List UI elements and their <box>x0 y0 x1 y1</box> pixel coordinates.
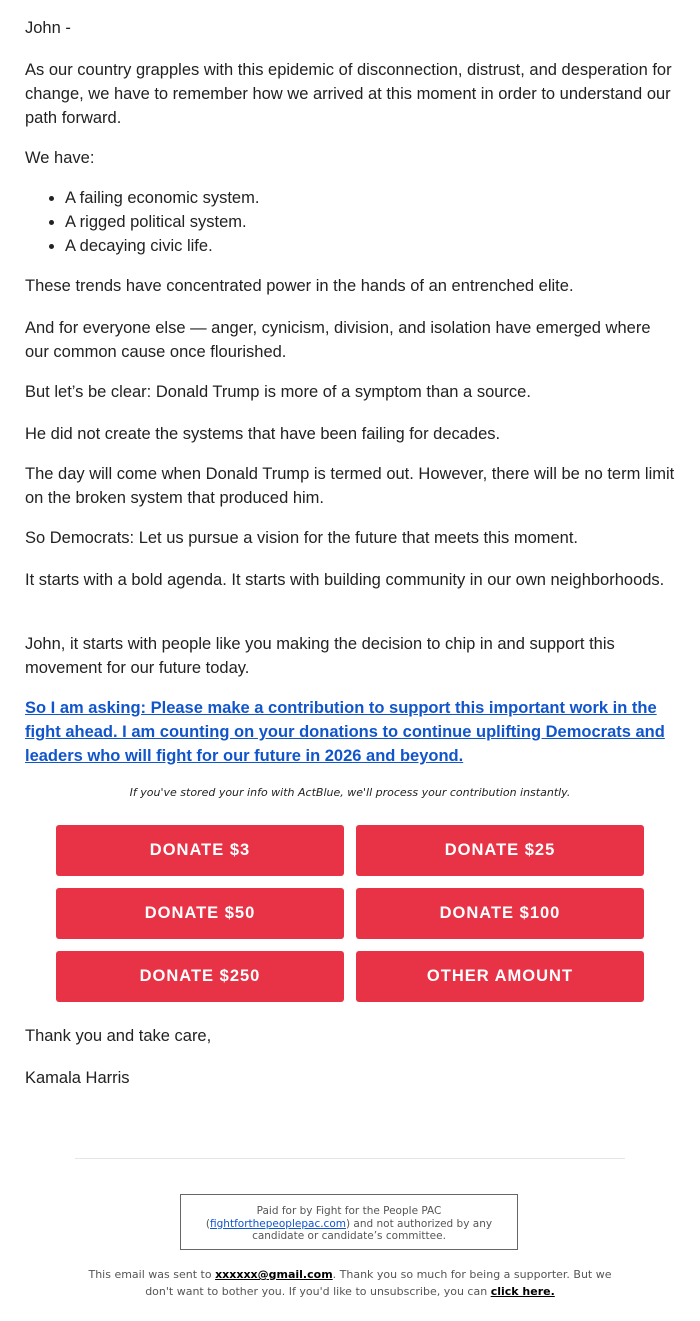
paren-open: ( <box>205 1217 211 1230</box>
signature: Kamala Harris <box>25 1069 130 1087</box>
paid-for-tail: ) and not authorized by any candidate or candidate’s committee. <box>252 1217 493 1242</box>
paragraph-everyone-else: And for everyone else — anger, cynicism, division, and isolation have emerged where our common cause once flourished. <box>25 319 651 361</box>
footer-text <box>80 1266 620 1300</box>
paid-for-disclaimer <box>180 1194 518 1250</box>
paragraph-trends: These trends have concentrated power in the hands of an entrenched elite. <box>25 277 574 295</box>
list-item: • A decaying civic life. <box>65 234 675 258</box>
unsubscribe-link[interactable]: click here. <box>490 1285 555 1298</box>
paragraph-agenda: It starts with a bold agenda. It starts with building community in our own neighborhoods. <box>25 571 665 589</box>
actblue-note: If you've stored your info with ActBlue, we'll process your contribution instantly. <box>129 786 571 799</box>
paragraph-we-have: We have: <box>25 149 95 167</box>
list-item: • A rigged political system. <box>65 210 675 234</box>
paragraph-vision: So Democrats: Let us pursue a vision for the future that meets this moment. <box>25 529 579 547</box>
list-item: • A failing economic system. <box>65 186 675 210</box>
paragraph-term-limit: The day will come when Donald Trump is termed out. However, there will be no term limit on the broken system that produced him. <box>25 465 675 507</box>
paragraph-intro: As our country grapples with this epidemic of disconnection, distrust, and desperation for change, we have to remember how we arrived at this moment in order to understand our path forward. <box>25 61 672 127</box>
footer-middle: . Thank you so much for being a supporter. But we don't want to bother you. If you'd like to unsubscribe, you can <box>145 1268 612 1298</box>
contribution-link[interactable]: So I am asking: Please make a contribution to support this important work in the fight ahead. I am counting on your donations to continue uplifting Democrats and leaders who will fight for our future in 2026 and beyond. <box>25 699 665 765</box>
donate-25-button[interactable]: DONATE $25 <box>356 825 644 876</box>
paid-for-line: Paid for by Fight for the People PAC <box>256 1205 442 1217</box>
donate-3-button[interactable]: DONATE $3 <box>56 825 344 876</box>
bullet-list <box>25 186 675 258</box>
donate-100-button[interactable]: DONATE $100 <box>356 888 644 939</box>
footer-divider <box>75 1158 625 1159</box>
recipient-email: xxxxxx@gmail.com <box>215 1268 333 1281</box>
donate-50-button[interactable]: DONATE $50 <box>56 888 344 939</box>
other-amount-button[interactable]: OTHER AMOUNT <box>356 951 644 1002</box>
pac-website-link[interactable]: fightforthepeoplepac.com <box>210 1217 346 1230</box>
paragraph-systems: He did not create the systems that have been failing for decades. <box>25 425 501 443</box>
paragraph-chip-in: John, it starts with people like you making the decision to chip in and support this movement for our future today. <box>25 635 615 677</box>
greeting: John - <box>25 19 71 37</box>
paragraph-symptom: But let’s be clear: Donald Trump is more of a symptom than a source. <box>25 383 531 401</box>
footer-prefix: This email was sent to <box>88 1268 216 1281</box>
donate-250-button[interactable]: DONATE $250 <box>56 951 344 1002</box>
closing-line: Thank you and take care, <box>25 1027 212 1045</box>
